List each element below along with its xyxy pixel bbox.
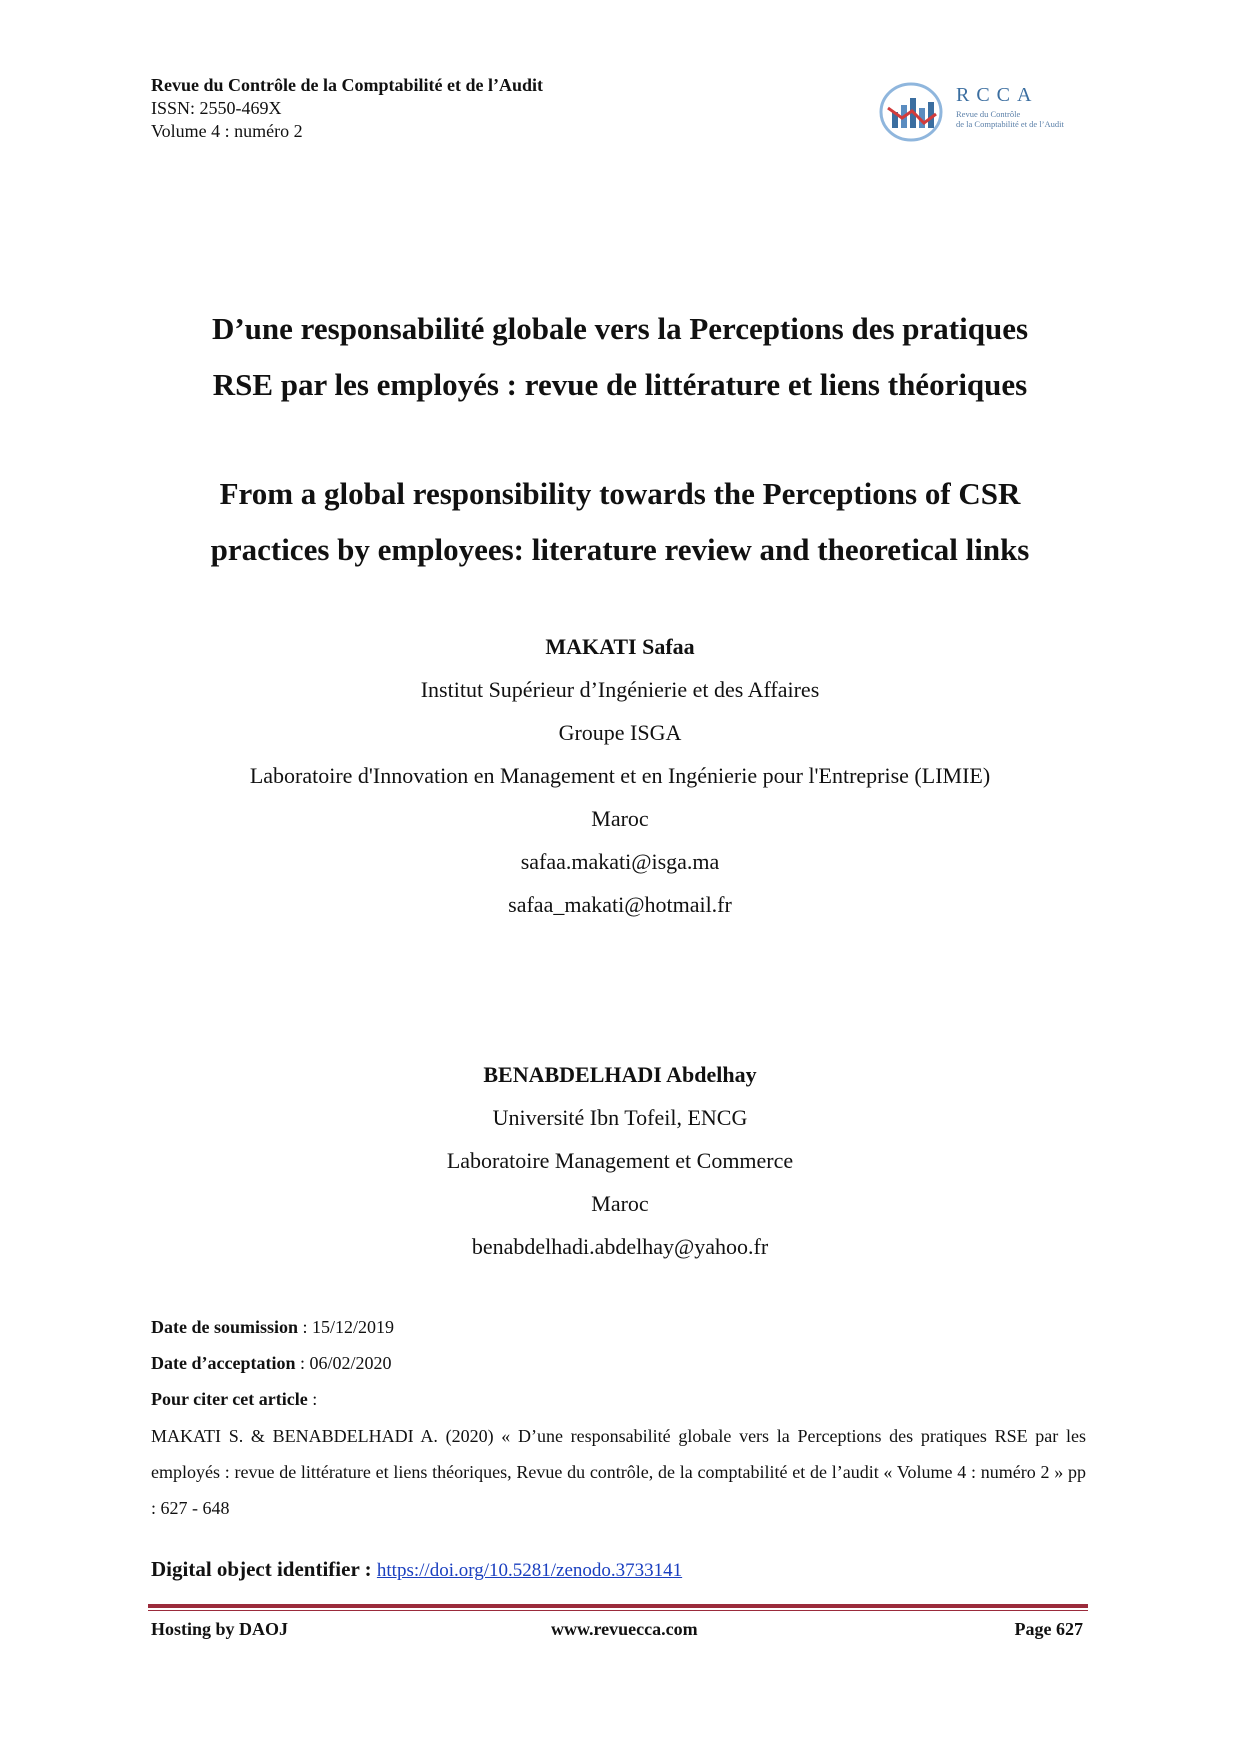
author-lab: Laboratoire d'Innovation en Management et en Ingénierie pour l'Entreprise (LIMIE) xyxy=(249,763,991,788)
logo-tagline: Revue du Contrôle de la Comptabilité et de l’Audit xyxy=(956,109,1064,129)
author-block-2 xyxy=(140,1053,1100,1268)
author-lab: Laboratoire Management et Commerce xyxy=(446,1148,794,1173)
footer-page-number: Page 627 xyxy=(1014,1619,1083,1639)
author-affiliation: Université Ibn Tofeil, ENCG xyxy=(492,1105,748,1130)
doi-link[interactable]: https://doi.org/10.5281/zenodo.3733141 xyxy=(376,1560,683,1581)
footer-website: www.revuecca.com xyxy=(551,1619,698,1639)
logo-acronym: RCCA xyxy=(956,84,1039,106)
footer-divider-thick xyxy=(148,1604,1088,1608)
submission-date-value: : 15/12/2019 xyxy=(298,1317,395,1337)
author-country: Maroc xyxy=(591,806,649,831)
bar-chart-globe-icon xyxy=(878,78,950,144)
citation-text: MAKATI S. & BENABDELHADI A. (2020) « D’une responsabilité globale vers la Perceptions des pratiques RSE par les employés : revue de littérature et liens théoriques, Revue du contrôle, de la comptabilité et de l’audit « Volume 4 : numéro 2 » pp : 627 - 648 xyxy=(151,1426,1086,1518)
cite-label: Pour citer cet article xyxy=(151,1389,308,1409)
author-name: BENABDELHADI Abdelhay xyxy=(483,1062,757,1087)
author-name: MAKATI Safaa xyxy=(545,634,695,659)
author-email: safaa.makati@isga.ma xyxy=(520,849,720,874)
title-french xyxy=(140,301,1100,413)
title-french-line2: RSE par les employés : revue de littérature et liens théoriques xyxy=(212,367,1028,402)
author-email: benabdelhadi.abdelhay@yahoo.fr xyxy=(471,1234,769,1259)
cite-label-suffix: : xyxy=(307,1389,318,1409)
journal-volume: Volume 4 : numéro 2 xyxy=(151,121,303,141)
submission-date-label: Date de soumission xyxy=(151,1317,299,1337)
author-affiliation-group: Groupe ISGA xyxy=(558,720,682,745)
journal-name: Revue du Contrôle de la Comptabilité et de l’Audit xyxy=(151,75,543,95)
acceptance-date xyxy=(151,1345,1086,1381)
title-french-line1: D’une responsabilité globale vers la Perceptions des pratiques xyxy=(211,311,1029,346)
author-country: Maroc xyxy=(591,1191,649,1216)
doi-line xyxy=(151,1555,682,1585)
cite-heading xyxy=(151,1381,1086,1417)
author-affiliation: Institut Supérieur d’Ingénierie et des Affaires xyxy=(420,677,820,702)
footer-divider xyxy=(148,1604,1088,1611)
acceptance-date-label: Date d’acceptation xyxy=(151,1353,296,1373)
journal-header xyxy=(151,74,543,143)
doi-label: Digital object identifier : xyxy=(151,1557,377,1581)
journal-issn: ISSN: 2550-469X xyxy=(151,98,282,118)
footer-hosting: Hosting by DAOJ xyxy=(151,1619,289,1639)
title-english-line1: From a global responsibility towards the Perceptions of CSR xyxy=(219,476,1021,511)
acceptance-date-value: : 06/02/2020 xyxy=(295,1353,392,1373)
journal-logo xyxy=(878,78,1138,148)
title-english xyxy=(140,466,1100,578)
author-email-secondary: safaa_makati@hotmail.fr xyxy=(508,892,732,917)
author-block-1 xyxy=(140,625,1100,926)
submission-date xyxy=(151,1309,1086,1345)
footer-divider-thin xyxy=(148,1610,1088,1611)
title-english-line2: practices by employees: literature review and theoretical links xyxy=(210,532,1030,567)
